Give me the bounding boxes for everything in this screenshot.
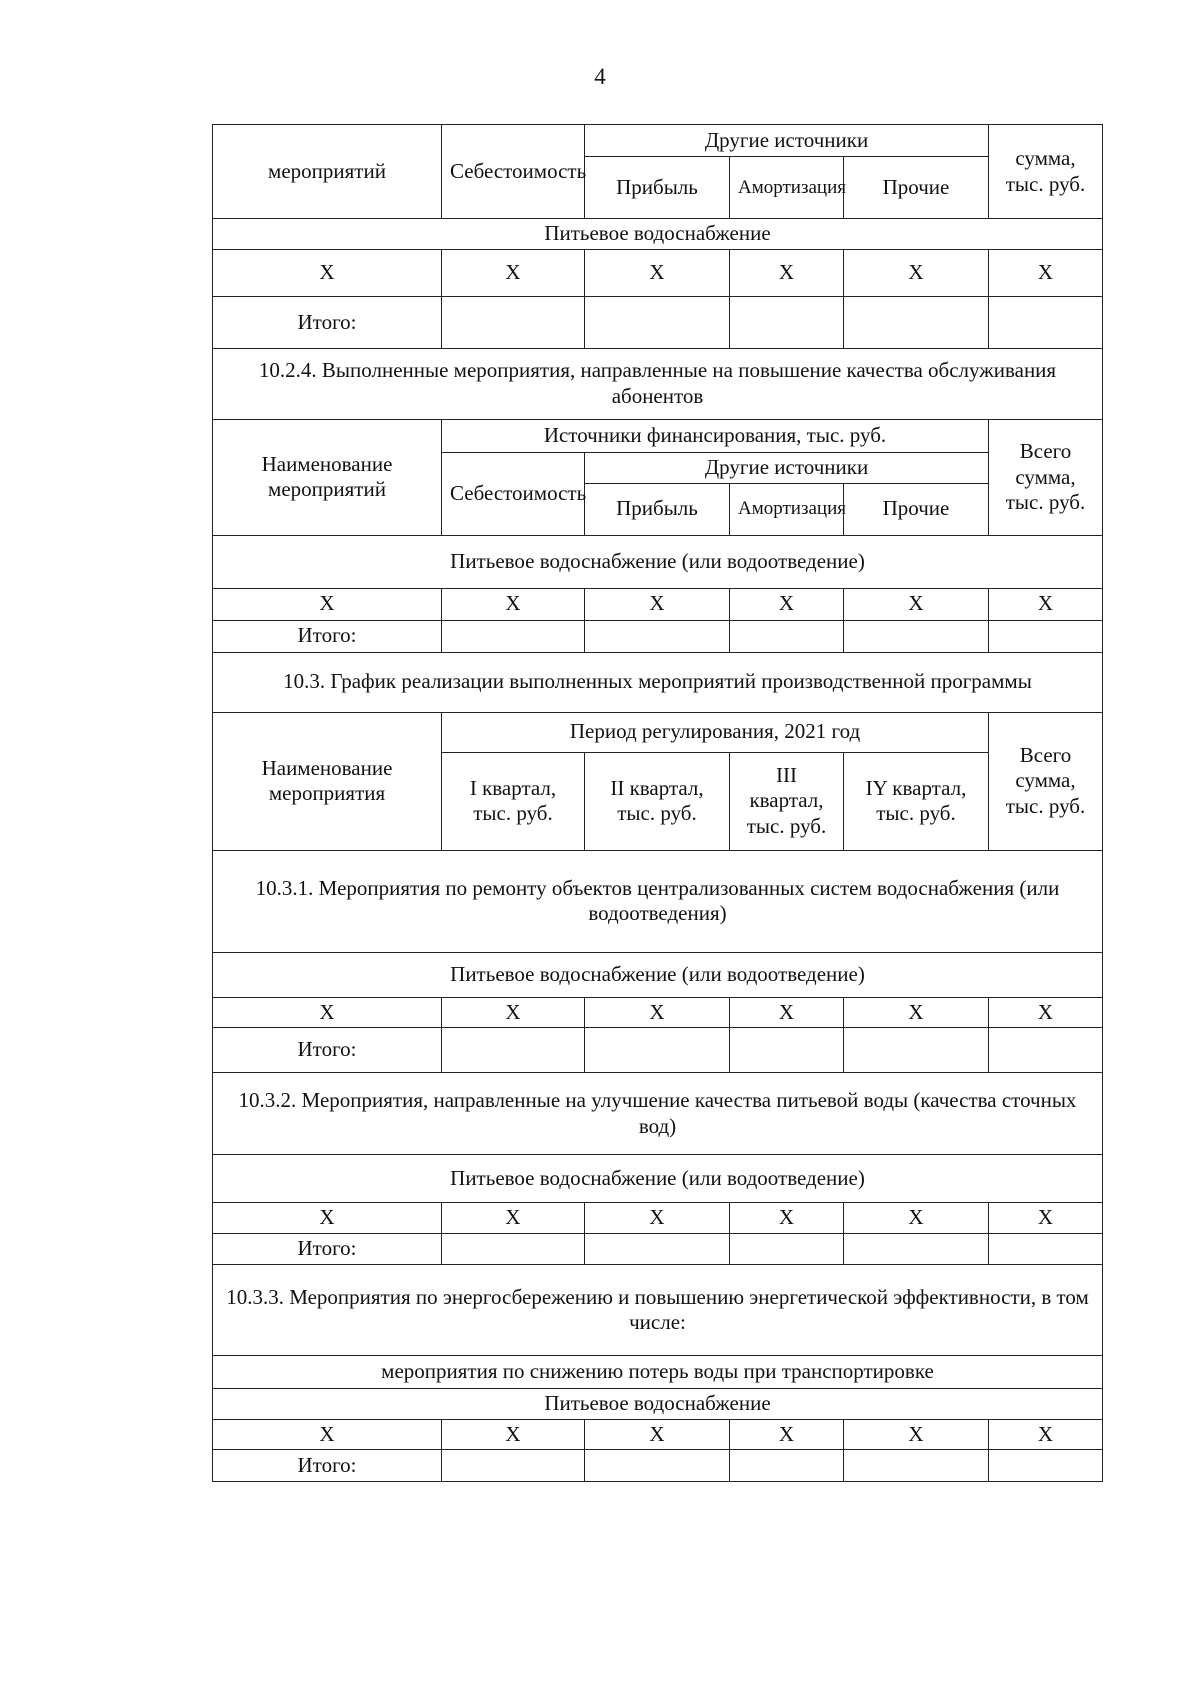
header-q2: II квартал, тыс. руб.: [585, 752, 730, 850]
total-cell: [442, 1234, 585, 1265]
cell-x: X: [585, 250, 730, 297]
total-cell: [442, 1450, 585, 1482]
total-cell: [989, 620, 1103, 652]
cell-x: X: [844, 250, 989, 297]
group-label: Питьевое водоснабжение: [213, 219, 1103, 250]
cell-x: X: [585, 588, 730, 620]
section-title-10-3-1: 10.3.1. Мероприятия по ремонту объектов централизованных систем водоснабжения (или водоотведения): [213, 850, 1103, 952]
total-row: [213, 1450, 1103, 1482]
header-name: Наименование мероприятий: [213, 420, 442, 536]
header-name-tail: мероприятий: [213, 125, 442, 219]
cell-x: X: [442, 250, 585, 297]
group-label: Питьевое водоснабжение: [213, 1389, 1103, 1420]
total-cell: [730, 1028, 844, 1073]
header-period: Период регулирования, 2021 год: [442, 712, 989, 752]
cell-x: X: [730, 997, 844, 1028]
total-cell: [730, 297, 844, 349]
cell-x: X: [989, 1419, 1103, 1450]
total-label: Итого:: [213, 1028, 442, 1073]
cell-x: X: [213, 1419, 442, 1450]
header-q3: III квартал, тыс. руб.: [730, 752, 844, 850]
table-row: [213, 1419, 1103, 1450]
section-title-10-3-2: 10.3.2. Мероприятия, направленные на улучшение качества питьевой воды (качества сточных вод): [213, 1073, 1103, 1155]
cell-x: X: [213, 997, 442, 1028]
total-cell: [989, 1450, 1103, 1482]
header-sebestoimost: Себестоимость: [442, 453, 585, 536]
total-cell: [989, 297, 1103, 349]
cell-x: X: [844, 1203, 989, 1234]
cell-x: X: [989, 588, 1103, 620]
header-other: Прочие: [844, 157, 989, 219]
cell-x: X: [442, 997, 585, 1028]
header-other: Прочие: [844, 483, 989, 535]
cell-x: X: [442, 1203, 585, 1234]
total-row: [213, 620, 1103, 652]
cell-x: X: [844, 588, 989, 620]
header-sebestoimost: Себестоимость: [442, 125, 585, 219]
total-cell: [989, 1028, 1103, 1073]
table-row: [213, 588, 1103, 620]
total-cell: [844, 1234, 989, 1265]
group-label: Питьевое водоснабжение (или водоотведение): [213, 535, 1103, 588]
production-program-table: [212, 124, 1103, 1482]
total-cell: [585, 1028, 730, 1073]
total-cell: [585, 620, 730, 652]
header-profit: Прибыль: [585, 483, 730, 535]
total-cell: [844, 620, 989, 652]
cell-x: X: [989, 997, 1103, 1028]
cell-x: X: [585, 1203, 730, 1234]
header-funding-sources: Источники финансирования, тыс. руб.: [442, 420, 989, 453]
total-row: [213, 1234, 1103, 1265]
total-cell: [442, 1028, 585, 1073]
cell-x: X: [442, 588, 585, 620]
header-total-tail: сумма, тыс. руб.: [989, 125, 1103, 219]
total-cell: [730, 1450, 844, 1482]
total-label: Итого:: [213, 1234, 442, 1265]
header-total: Всего сумма, тыс. руб.: [989, 420, 1103, 536]
section-title-10-3-3: 10.3.3. Мероприятия по энергосбережению и повышению энергетической эффективности, в том числе:: [213, 1265, 1103, 1356]
total-cell: [585, 297, 730, 349]
cell-x: X: [989, 1203, 1103, 1234]
section-subtitle: мероприятия по снижению потерь воды при транспортировке: [213, 1356, 1103, 1389]
total-cell: [844, 1028, 989, 1073]
page-number: 4: [594, 64, 606, 89]
total-cell: [730, 620, 844, 652]
total-cell: [989, 1234, 1103, 1265]
header-q4: IY квартал, тыс. руб.: [844, 752, 989, 850]
group-label: Питьевое водоснабжение (или водоотведение): [213, 1155, 1103, 1203]
total-cell: [844, 1450, 989, 1482]
total-cell: [585, 1450, 730, 1482]
total-label: Итого:: [213, 620, 442, 652]
header-total: Всего сумма, тыс. руб.: [989, 712, 1103, 850]
table-row: [213, 997, 1103, 1028]
total-row: [213, 297, 1103, 349]
header-other-sources: Другие источники: [585, 125, 989, 157]
header-amortization: Амортизация: [730, 483, 844, 535]
group-label: Питьевое водоснабжение (или водоотведение): [213, 952, 1103, 997]
cell-x: X: [730, 588, 844, 620]
total-cell: [442, 297, 585, 349]
total-cell: [844, 297, 989, 349]
cell-x: X: [730, 1203, 844, 1234]
header-profit: Прибыль: [585, 157, 730, 219]
header-q1: I квартал, тыс. руб.: [442, 752, 585, 850]
cell-x: X: [844, 997, 989, 1028]
cell-x: X: [213, 588, 442, 620]
cell-x: X: [730, 250, 844, 297]
table-row: [213, 1203, 1103, 1234]
total-cell: [585, 1234, 730, 1265]
cell-x: X: [442, 1419, 585, 1450]
cell-x: X: [585, 1419, 730, 1450]
total-row: [213, 1028, 1103, 1073]
header-amortization: Амортизация: [730, 157, 844, 219]
total-label: Итого:: [213, 297, 442, 349]
section-title-10-3: 10.3. График реализации выполненных мероприятий производственной программы: [213, 652, 1103, 712]
total-cell: [442, 620, 585, 652]
section-title-10-2-4: 10.2.4. Выполненные мероприятия, направленные на повышение качества обслуживания абонентов: [213, 349, 1103, 420]
table-row: [213, 250, 1103, 297]
total-cell: [730, 1234, 844, 1265]
cell-x: X: [989, 250, 1103, 297]
cell-x: X: [213, 250, 442, 297]
header-other-sources: Другие источники: [585, 453, 989, 484]
cell-x: X: [730, 1419, 844, 1450]
total-label: Итого:: [213, 1450, 442, 1482]
cell-x: X: [585, 997, 730, 1028]
header-name: Наименование мероприятия: [213, 712, 442, 850]
cell-x: X: [844, 1419, 989, 1450]
cell-x: X: [213, 1203, 442, 1234]
